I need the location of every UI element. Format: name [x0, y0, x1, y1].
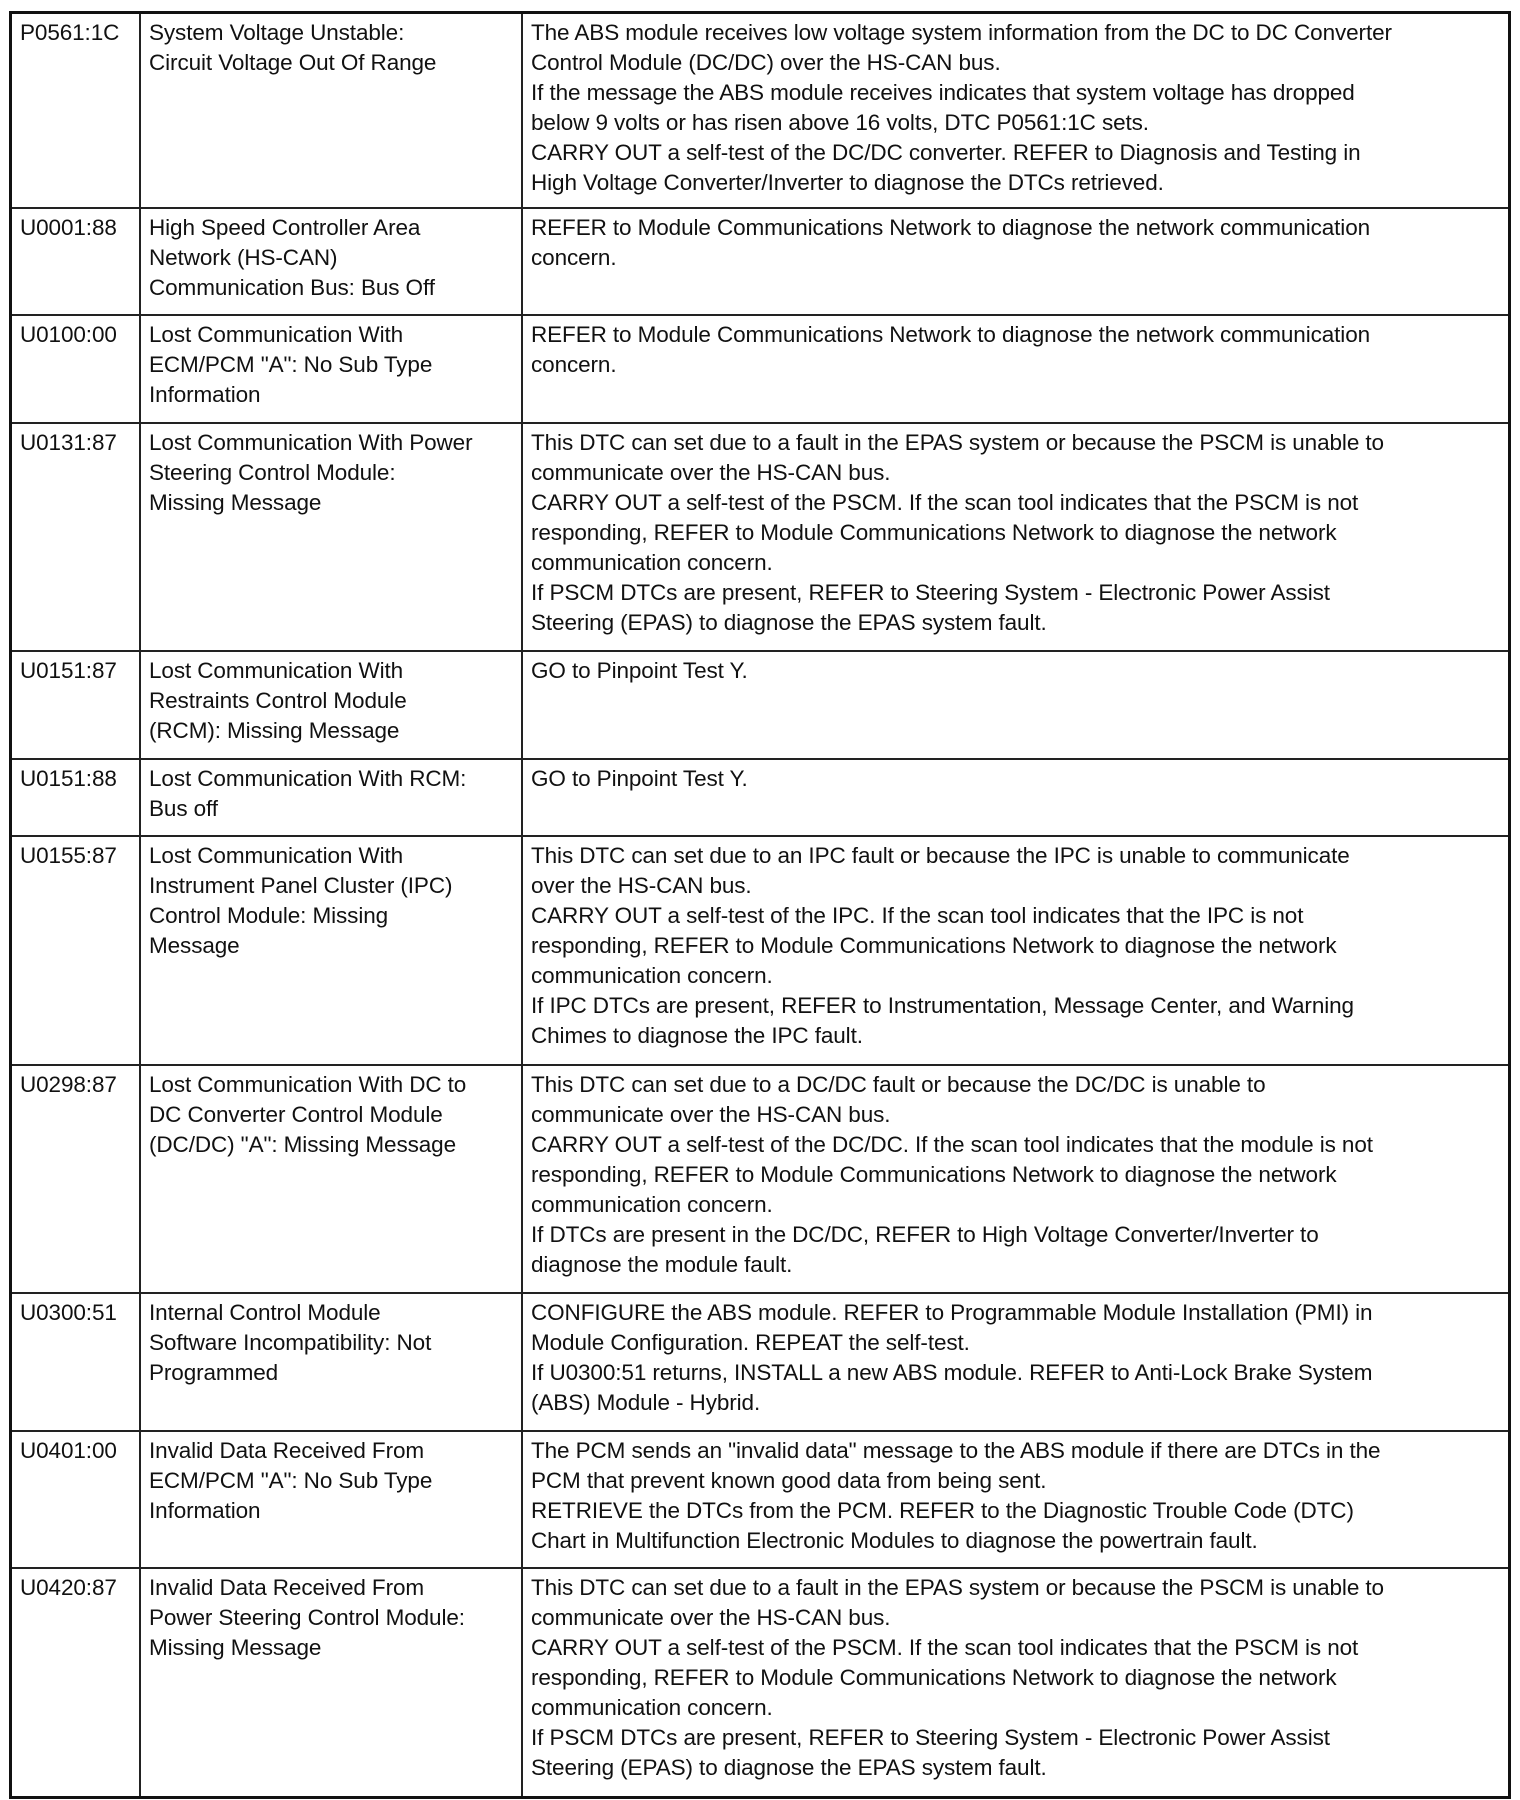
dtc-description-line: Network (HS-CAN)	[149, 245, 338, 270]
table-row	[12, 422, 1508, 650]
dtc-description-line: Information	[149, 1498, 261, 1523]
dtc-action	[523, 837, 1508, 1064]
dtc-action-line: concern.	[531, 352, 617, 377]
dtc-action-line: responding, REFER to Module Communications Network to diagnose the network	[531, 1162, 1337, 1187]
dtc-action-line: If PSCM DTCs are present, REFER to Steering System - Electronic Power Assist	[531, 1725, 1330, 1750]
dtc-description-line: Steering Control Module:	[149, 460, 396, 485]
dtc-action-line: This DTC can set due to a DC/DC fault or because the DC/DC is unable to	[531, 1072, 1266, 1097]
dtc-description-line: Lost Communication With DC to	[149, 1072, 467, 1097]
dtc-description	[141, 209, 523, 314]
dtc-description-line: (RCM): Missing Message	[149, 718, 400, 743]
dtc-description	[141, 1569, 523, 1796]
dtc-action	[523, 1569, 1508, 1796]
table-row	[12, 835, 1508, 1064]
dtc-description-line: Information	[149, 382, 261, 407]
dtc-description-line: Lost Communication With	[149, 843, 404, 868]
dtc-action	[523, 209, 1508, 314]
dtc-action-line: communication concern.	[531, 1192, 773, 1217]
dtc-description-line: Missing Message	[149, 1635, 322, 1660]
dtc-action-line: communicate over the HS-CAN bus.	[531, 1102, 891, 1127]
table-row	[12, 1430, 1508, 1567]
dtc-action-line: communicate over the HS-CAN bus.	[531, 460, 891, 485]
dtc-action-line: CARRY OUT a self-test of the PSCM. If the scan tool indicates that the PSCM is not	[531, 490, 1359, 515]
dtc-action-line: This DTC can set due to an IPC fault or because the IPC is unable to communicate	[531, 843, 1350, 868]
dtc-action-line: CARRY OUT a self-test of the DC/DC converter. REFER to Diagnosis and Testing in	[531, 140, 1361, 165]
dtc-action-line: If DTCs are present in the DC/DC, REFER to High Voltage Converter/Inverter to	[531, 1222, 1319, 1247]
dtc-action-line: diagnose the module fault.	[531, 1252, 793, 1277]
dtc-action-line: CARRY OUT a self-test of the DC/DC. If the scan tool indicates that the module is not	[531, 1132, 1373, 1157]
dtc-action-line: If IPC DTCs are present, REFER to Instrumentation, Message Center, and Warning	[531, 993, 1354, 1018]
dtc-action-line: GO to Pinpoint Test Y.	[531, 658, 748, 683]
dtc-description-line: Software Incompatibility: Not	[149, 1330, 432, 1355]
dtc-action-line: If the message the ABS module receives indicates that system voltage has dropped	[531, 80, 1355, 105]
dtc-description	[141, 424, 523, 650]
dtc-code: U0298:87	[12, 1066, 141, 1292]
dtc-code: U0401:00	[12, 1432, 141, 1567]
dtc-description-line: Lost Communication With	[149, 322, 404, 347]
dtc-action-line: Chimes to diagnose the IPC fault.	[531, 1023, 863, 1048]
dtc-description-line: Message	[149, 933, 240, 958]
dtc-description-line: System Voltage Unstable:	[149, 20, 405, 45]
dtc-description-line: Communication Bus: Bus Off	[149, 275, 435, 300]
dtc-action-line: REFER to Module Communications Network to diagnose the network communication	[531, 215, 1371, 240]
dtc-description-line: Programmed	[149, 1360, 279, 1385]
dtc-description	[141, 14, 523, 207]
dtc-code: U0131:87	[12, 424, 141, 650]
dtc-action-line: Control Module (DC/DC) over the HS-CAN bus.	[531, 50, 1001, 75]
dtc-description-line: Restraints Control Module	[149, 688, 407, 713]
dtc-action-line: The ABS module receives low voltage system information from the DC to DC Converter	[531, 20, 1392, 45]
dtc-description-line: ECM/PCM "A": No Sub Type	[149, 1468, 433, 1493]
dtc-action-line: This DTC can set due to a fault in the EPAS system or because the PSCM is unable to	[531, 430, 1384, 455]
dtc-action-line: (ABS) Module - Hybrid.	[531, 1390, 761, 1415]
dtc-action-line: responding, REFER to Module Communications Network to diagnose the network	[531, 1665, 1337, 1690]
table-row	[12, 314, 1508, 422]
dtc-description-line: Instrument Panel Cluster (IPC)	[149, 873, 453, 898]
dtc-action-line: REFER to Module Communications Network to diagnose the network communication	[531, 322, 1371, 347]
dtc-action-line: concern.	[531, 245, 617, 270]
dtc-action-line: below 9 volts or has risen above 16 volts, DTC P0561:1C sets.	[531, 110, 1149, 135]
dtc-action-line: CARRY OUT a self-test of the IPC. If the scan tool indicates that the IPC is not	[531, 903, 1304, 928]
table-row	[12, 650, 1508, 758]
dtc-action	[523, 14, 1508, 207]
dtc-action-line: GO to Pinpoint Test Y.	[531, 766, 748, 791]
dtc-action	[523, 760, 1508, 835]
table-row	[12, 207, 1508, 314]
dtc-description-line: DC Converter Control Module	[149, 1102, 443, 1127]
dtc-action-line: communication concern.	[531, 963, 773, 988]
dtc-action-line: CONFIGURE the ABS module. REFER to Programmable Module Installation (PMI) in	[531, 1300, 1373, 1325]
dtc-action-line: responding, REFER to Module Communications Network to diagnose the network	[531, 520, 1337, 545]
dtc-description-line: Missing Message	[149, 490, 322, 515]
dtc-action-line: RETRIEVE the DTCs from the PCM. REFER to the Diagnostic Trouble Code (DTC)	[531, 1498, 1354, 1523]
dtc-code: U0001:88	[12, 209, 141, 314]
dtc-action	[523, 652, 1508, 758]
dtc-action	[523, 1432, 1508, 1567]
dtc-description	[141, 316, 523, 422]
dtc-description-line: Control Module: Missing	[149, 903, 389, 928]
dtc-description-line: High Speed Controller Area	[149, 215, 421, 240]
dtc-action	[523, 1066, 1508, 1292]
dtc-table	[9, 11, 1511, 1799]
dtc-action-line: This DTC can set due to a fault in the EPAS system or because the PSCM is unable to	[531, 1575, 1384, 1600]
dtc-action-line: over the HS-CAN bus.	[531, 873, 752, 898]
dtc-code: U0420:87	[12, 1569, 141, 1796]
dtc-description	[141, 837, 523, 1064]
dtc-action	[523, 424, 1508, 650]
dtc-code: U0300:51	[12, 1294, 141, 1430]
table-row	[12, 14, 1508, 207]
dtc-description-line: Lost Communication With Power	[149, 430, 473, 455]
table-row	[12, 1064, 1508, 1292]
dtc-description	[141, 652, 523, 758]
dtc-description-line: Circuit Voltage Out Of Range	[149, 50, 437, 75]
table-row	[12, 758, 1508, 835]
dtc-description-line: Invalid Data Received From	[149, 1575, 425, 1600]
dtc-code: P0561:1C	[12, 14, 141, 207]
dtc-description-line: ECM/PCM "A": No Sub Type	[149, 352, 433, 377]
dtc-action-line: High Voltage Converter/Inverter to diagnose the DTCs retrieved.	[531, 170, 1164, 195]
dtc-action-line: If PSCM DTCs are present, REFER to Steering System - Electronic Power Assist	[531, 580, 1330, 605]
dtc-description-line: Bus off	[149, 796, 218, 821]
dtc-action-line: CARRY OUT a self-test of the PSCM. If the scan tool indicates that the PSCM is not	[531, 1635, 1359, 1660]
dtc-action-line: communication concern.	[531, 1695, 773, 1720]
dtc-description-line: (DC/DC) "A": Missing Message	[149, 1132, 456, 1157]
dtc-action-line: Module Configuration. REPEAT the self-test.	[531, 1330, 970, 1355]
dtc-code: U0151:88	[12, 760, 141, 835]
dtc-action-line: Steering (EPAS) to diagnose the EPAS system fault.	[531, 610, 1047, 635]
dtc-action-line: communication concern.	[531, 550, 773, 575]
dtc-description-line: Lost Communication With RCM:	[149, 766, 467, 791]
dtc-action-line: The PCM sends an "invalid data" message to the ABS module if there are DTCs in the	[531, 1438, 1381, 1463]
dtc-code: U0151:87	[12, 652, 141, 758]
dtc-action-line: Chart in Multifunction Electronic Modules to diagnose the powertrain fault.	[531, 1528, 1258, 1553]
dtc-code: U0100:00	[12, 316, 141, 422]
dtc-description	[141, 760, 523, 835]
dtc-action	[523, 1294, 1508, 1430]
dtc-description-line: Internal Control Module	[149, 1300, 381, 1325]
table-row	[12, 1567, 1508, 1796]
dtc-description	[141, 1432, 523, 1567]
dtc-description-line: Invalid Data Received From	[149, 1438, 425, 1463]
dtc-description	[141, 1294, 523, 1430]
dtc-description-line: Lost Communication With	[149, 658, 404, 683]
table-row	[12, 1292, 1508, 1430]
dtc-action-line: PCM that prevent known good data from being sent.	[531, 1468, 1047, 1493]
dtc-action	[523, 316, 1508, 422]
dtc-action-line: Steering (EPAS) to diagnose the EPAS system fault.	[531, 1755, 1047, 1780]
dtc-description-line: Power Steering Control Module:	[149, 1605, 465, 1630]
dtc-code: U0155:87	[12, 837, 141, 1064]
dtc-action-line: responding, REFER to Module Communications Network to diagnose the network	[531, 933, 1337, 958]
dtc-description	[141, 1066, 523, 1292]
dtc-action-line: If U0300:51 returns, INSTALL a new ABS module. REFER to Anti-Lock Brake System	[531, 1360, 1373, 1385]
dtc-action-line: communicate over the HS-CAN bus.	[531, 1605, 891, 1630]
